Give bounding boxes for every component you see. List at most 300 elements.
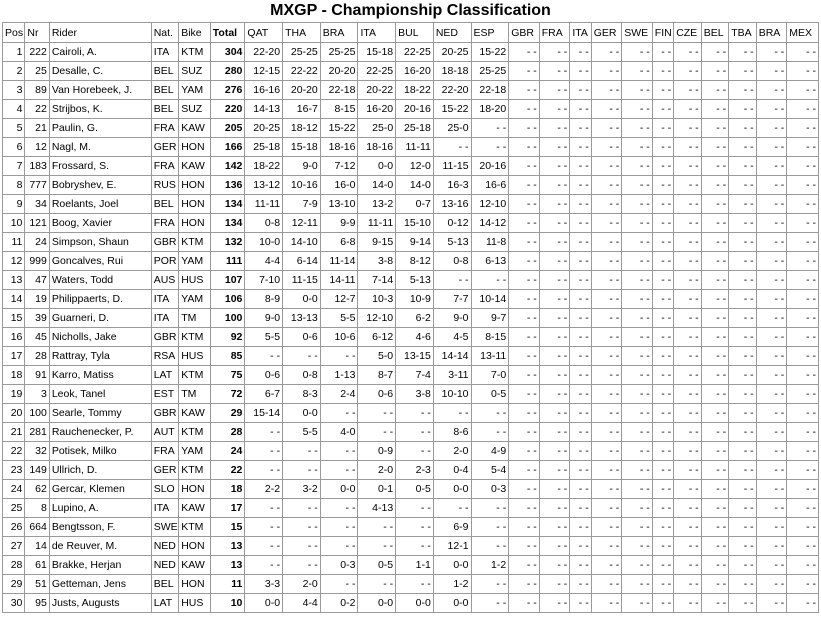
cell-round-11: - - (591, 214, 622, 233)
table-row (3, 138, 819, 157)
cell-bike: YAM (179, 81, 211, 100)
cell-round-7: 12-10 (471, 195, 509, 214)
cell-bike: SUZ (179, 100, 211, 119)
cell-round-10: - - (570, 43, 591, 62)
cell-round-5: - - (396, 442, 434, 461)
cell-total: 28 (210, 423, 245, 442)
table-row (3, 556, 819, 575)
cell-total: 205 (210, 119, 245, 138)
header-round-11: GER (591, 23, 622, 43)
cell-round-18: - - (787, 556, 819, 575)
cell-bike: KAW (179, 157, 211, 176)
cell-total: 280 (210, 62, 245, 81)
cell-round-7: - - (471, 499, 509, 518)
cell-round-3: 14-11 (320, 271, 358, 290)
cell-round-6: 6-9 (433, 518, 471, 537)
cell-round-16: - - (729, 366, 757, 385)
cell-round-11: - - (591, 271, 622, 290)
cell-nat: RUS (151, 176, 179, 195)
cell-bike: HON (179, 176, 211, 195)
cell-rider: Lupino, A. (49, 499, 151, 518)
cell-round-5: 16-20 (396, 62, 434, 81)
cell-pos: 16 (3, 328, 25, 347)
cell-round-12: - - (622, 328, 653, 347)
cell-round-5: 5-13 (396, 271, 434, 290)
cell-rider: de Reuver, M. (49, 537, 151, 556)
cell-round-7: 1-2 (471, 556, 509, 575)
cell-round-13: - - (652, 480, 673, 499)
cell-round-17: - - (756, 423, 787, 442)
cell-round-4: 9-15 (358, 233, 396, 252)
cell-round-12: - - (622, 214, 653, 233)
cell-round-9: - - (539, 119, 570, 138)
cell-nr: 95 (25, 594, 49, 613)
cell-round-2: - - (283, 556, 321, 575)
cell-round-16: - - (729, 214, 757, 233)
cell-round-1: - - (245, 499, 283, 518)
cell-nr: 222 (25, 43, 49, 62)
cell-round-9: - - (539, 233, 570, 252)
cell-round-17: - - (756, 195, 787, 214)
cell-round-13: - - (652, 290, 673, 309)
cell-round-9: - - (539, 537, 570, 556)
cell-round-3: 0-3 (320, 556, 358, 575)
table-row (3, 594, 819, 613)
cell-pos: 26 (3, 518, 25, 537)
cell-round-9: - - (539, 309, 570, 328)
cell-round-3: 15-22 (320, 119, 358, 138)
cell-round-4: 11-11 (358, 214, 396, 233)
cell-round-6: 14-14 (433, 347, 471, 366)
cell-round-2: 14-10 (283, 233, 321, 252)
cell-round-17: - - (756, 480, 787, 499)
cell-round-9: - - (539, 81, 570, 100)
cell-round-6: - - (433, 138, 471, 157)
cell-round-3: 9-9 (320, 214, 358, 233)
cell-total: 29 (210, 404, 245, 423)
cell-round-13: - - (652, 81, 673, 100)
cell-round-14: - - (674, 499, 702, 518)
cell-bike: KTM (179, 233, 211, 252)
page-title: MXGP - Championship Classification (270, 2, 551, 19)
cell-round-5: - - (396, 518, 434, 537)
cell-total: 13 (210, 537, 245, 556)
cell-round-9: - - (539, 176, 570, 195)
cell-round-18: - - (787, 252, 819, 271)
cell-round-8: - - (509, 366, 540, 385)
table-row (3, 290, 819, 309)
cell-pos: 24 (3, 480, 25, 499)
cell-round-17: - - (756, 138, 787, 157)
cell-round-15: - - (701, 62, 729, 81)
cell-round-6: 12-1 (433, 537, 471, 556)
cell-total: 220 (210, 100, 245, 119)
table-row (3, 575, 819, 594)
cell-round-17: - - (756, 252, 787, 271)
cell-round-16: - - (729, 404, 757, 423)
cell-pos: 22 (3, 442, 25, 461)
cell-round-16: - - (729, 328, 757, 347)
cell-nat: GBR (151, 328, 179, 347)
cell-round-1: 8-9 (245, 290, 283, 309)
cell-round-7: 25-25 (471, 62, 509, 81)
cell-round-8: - - (509, 499, 540, 518)
cell-round-17: - - (756, 81, 787, 100)
header-rider: Rider (49, 23, 151, 43)
cell-round-3: 1-13 (320, 366, 358, 385)
cell-round-12: - - (622, 575, 653, 594)
cell-rider: Goncalves, Rui (49, 252, 151, 271)
cell-round-3: 0-0 (320, 480, 358, 499)
header-round-14: CZE (674, 23, 702, 43)
cell-round-5: 9-14 (396, 233, 434, 252)
cell-round-8: - - (509, 195, 540, 214)
cell-round-1: 25-18 (245, 138, 283, 157)
cell-round-11: - - (591, 290, 622, 309)
cell-round-17: - - (756, 176, 787, 195)
cell-round-17: - - (756, 385, 787, 404)
cell-total: 304 (210, 43, 245, 62)
cell-round-8: - - (509, 81, 540, 100)
cell-rider: Rattray, Tyla (49, 347, 151, 366)
cell-nat: EST (151, 385, 179, 404)
cell-nr: 777 (25, 176, 49, 195)
header-total: Total (210, 23, 245, 43)
cell-round-8: - - (509, 233, 540, 252)
cell-round-6: 8-6 (433, 423, 471, 442)
table-row (3, 157, 819, 176)
cell-round-15: - - (701, 594, 729, 613)
cell-round-13: - - (652, 423, 673, 442)
table-row (3, 309, 819, 328)
cell-bike: HUS (179, 347, 211, 366)
header-round-13: FIN (652, 23, 673, 43)
cell-nat: AUS (151, 271, 179, 290)
cell-total: 10 (210, 594, 245, 613)
cell-round-8: - - (509, 43, 540, 62)
cell-round-2: - - (283, 499, 321, 518)
cell-round-10: - - (570, 461, 591, 480)
cell-round-8: - - (509, 385, 540, 404)
cell-pos: 2 (3, 62, 25, 81)
cell-round-10: - - (570, 556, 591, 575)
cell-round-16: - - (729, 233, 757, 252)
cell-nr: 32 (25, 442, 49, 461)
cell-nat: BEL (151, 100, 179, 119)
cell-round-15: - - (701, 271, 729, 290)
cell-round-17: - - (756, 347, 787, 366)
header-nat: Nat. (151, 23, 179, 43)
cell-round-18: - - (787, 385, 819, 404)
cell-round-9: - - (539, 499, 570, 518)
cell-round-7: - - (471, 138, 509, 157)
cell-round-15: - - (701, 385, 729, 404)
cell-round-1: - - (245, 347, 283, 366)
cell-round-15: - - (701, 176, 729, 195)
cell-round-14: - - (674, 176, 702, 195)
cell-round-14: - - (674, 461, 702, 480)
cell-nat: SWE (151, 518, 179, 537)
cell-rider: Simpson, Shaun (49, 233, 151, 252)
header-round-18: MEX (787, 23, 819, 43)
cell-round-1: 13-12 (245, 176, 283, 195)
cell-round-18: - - (787, 233, 819, 252)
header-round-1: QAT (245, 23, 283, 43)
cell-round-6: 3-11 (433, 366, 471, 385)
header-round-9: FRA (539, 23, 570, 43)
cell-round-3: - - (320, 518, 358, 537)
cell-round-17: - - (756, 575, 787, 594)
cell-round-8: - - (509, 442, 540, 461)
cell-round-9: - - (539, 480, 570, 499)
cell-round-3: - - (320, 537, 358, 556)
cell-round-4: 0-5 (358, 556, 396, 575)
cell-round-12: - - (622, 594, 653, 613)
cell-bike: HON (179, 138, 211, 157)
cell-pos: 30 (3, 594, 25, 613)
cell-round-11: - - (591, 480, 622, 499)
cell-round-6: 15-22 (433, 100, 471, 119)
cell-round-5: - - (396, 537, 434, 556)
cell-round-13: - - (652, 499, 673, 518)
cell-round-9: - - (539, 366, 570, 385)
cell-round-12: - - (622, 556, 653, 575)
table-row (3, 423, 819, 442)
cell-round-14: - - (674, 518, 702, 537)
cell-round-7: - - (471, 575, 509, 594)
cell-round-5: 6-2 (396, 309, 434, 328)
cell-round-17: - - (756, 556, 787, 575)
cell-round-18: - - (787, 575, 819, 594)
cell-round-14: - - (674, 309, 702, 328)
cell-round-6: 11-15 (433, 157, 471, 176)
cell-round-16: - - (729, 271, 757, 290)
cell-round-5: 4-6 (396, 328, 434, 347)
cell-pos: 1 (3, 43, 25, 62)
cell-round-17: - - (756, 43, 787, 62)
cell-round-7: 22-18 (471, 81, 509, 100)
cell-round-9: - - (539, 43, 570, 62)
cell-round-17: - - (756, 461, 787, 480)
cell-round-18: - - (787, 271, 819, 290)
cell-round-7: - - (471, 271, 509, 290)
classification-table (2, 22, 819, 613)
cell-round-10: - - (570, 176, 591, 195)
cell-round-13: - - (652, 385, 673, 404)
cell-round-6: 0-0 (433, 480, 471, 499)
cell-bike: KAW (179, 499, 211, 518)
header-bike: Bike (179, 23, 211, 43)
cell-round-4: - - (358, 537, 396, 556)
cell-nat: LAT (151, 594, 179, 613)
cell-round-4: 22-25 (358, 62, 396, 81)
cell-round-5: - - (396, 423, 434, 442)
cell-rider: Gercar, Klemen (49, 480, 151, 499)
cell-total: 107 (210, 271, 245, 290)
cell-round-14: - - (674, 119, 702, 138)
cell-nat: BEL (151, 81, 179, 100)
cell-rider: Justs, Augusts (49, 594, 151, 613)
cell-nat: FRA (151, 157, 179, 176)
cell-round-9: - - (539, 214, 570, 233)
cell-round-8: - - (509, 328, 540, 347)
cell-round-12: - - (622, 43, 653, 62)
cell-round-6: 0-12 (433, 214, 471, 233)
cell-round-5: 0-7 (396, 195, 434, 214)
cell-rider: Leok, Tanel (49, 385, 151, 404)
cell-round-11: - - (591, 138, 622, 157)
cell-total: 17 (210, 499, 245, 518)
cell-bike: HON (179, 480, 211, 499)
cell-pos: 27 (3, 537, 25, 556)
cell-round-17: - - (756, 157, 787, 176)
cell-round-4: 3-8 (358, 252, 396, 271)
cell-rider: Cairoli, A. (49, 43, 151, 62)
cell-round-18: - - (787, 442, 819, 461)
cell-bike: YAM (179, 252, 211, 271)
cell-round-7: - - (471, 404, 509, 423)
cell-round-6: 0-4 (433, 461, 471, 480)
cell-round-7: 11-8 (471, 233, 509, 252)
cell-nat: BEL (151, 195, 179, 214)
header-round-2: THA (283, 23, 321, 43)
cell-round-14: - - (674, 442, 702, 461)
cell-round-1: 0-0 (245, 594, 283, 613)
cell-round-14: - - (674, 157, 702, 176)
cell-rider: Paulin, G. (49, 119, 151, 138)
cell-rider: Frossard, S. (49, 157, 151, 176)
cell-round-4: 18-16 (358, 138, 396, 157)
table-row (3, 461, 819, 480)
cell-round-1: 10-0 (245, 233, 283, 252)
cell-round-10: - - (570, 100, 591, 119)
cell-round-10: - - (570, 309, 591, 328)
cell-round-8: - - (509, 100, 540, 119)
cell-round-11: - - (591, 309, 622, 328)
cell-bike: KAW (179, 556, 211, 575)
cell-round-5: - - (396, 575, 434, 594)
header-round-10: ITA (570, 23, 591, 43)
cell-round-9: - - (539, 290, 570, 309)
cell-round-2: 4-4 (283, 594, 321, 613)
cell-total: 24 (210, 442, 245, 461)
cell-round-11: - - (591, 366, 622, 385)
cell-rider: Getteman, Jens (49, 575, 151, 594)
cell-nr: 22 (25, 100, 49, 119)
cell-round-14: - - (674, 195, 702, 214)
cell-round-3: 25-25 (320, 43, 358, 62)
table-row (3, 62, 819, 81)
cell-round-11: - - (591, 157, 622, 176)
cell-round-17: - - (756, 499, 787, 518)
cell-nat: ITA (151, 309, 179, 328)
cell-round-8: - - (509, 62, 540, 81)
cell-round-10: - - (570, 271, 591, 290)
cell-round-13: - - (652, 461, 673, 480)
cell-round-13: - - (652, 157, 673, 176)
cell-round-11: - - (591, 537, 622, 556)
cell-bike: HUS (179, 594, 211, 613)
cell-round-6: 2-0 (433, 442, 471, 461)
cell-round-3: 18-16 (320, 138, 358, 157)
cell-nr: 34 (25, 195, 49, 214)
cell-total: 92 (210, 328, 245, 347)
cell-nr: 14 (25, 537, 49, 556)
cell-round-10: - - (570, 404, 591, 423)
cell-round-16: - - (729, 385, 757, 404)
cell-round-6: 16-3 (433, 176, 471, 195)
cell-round-9: - - (539, 575, 570, 594)
cell-nr: 24 (25, 233, 49, 252)
cell-round-1: 3-3 (245, 575, 283, 594)
cell-bike: YAM (179, 442, 211, 461)
cell-round-12: - - (622, 100, 653, 119)
cell-round-1: 18-22 (245, 157, 283, 176)
cell-round-1: - - (245, 556, 283, 575)
cell-round-9: - - (539, 404, 570, 423)
cell-round-3: 22-18 (320, 81, 358, 100)
cell-round-10: - - (570, 347, 591, 366)
cell-round-17: - - (756, 119, 787, 138)
header-round-3: BRA (320, 23, 358, 43)
cell-round-1: 22-20 (245, 43, 283, 62)
cell-round-3: 6-8 (320, 233, 358, 252)
cell-round-16: - - (729, 309, 757, 328)
cell-nr: 149 (25, 461, 49, 480)
cell-total: 72 (210, 385, 245, 404)
cell-round-10: - - (570, 366, 591, 385)
cell-round-7: 4-9 (471, 442, 509, 461)
cell-round-15: - - (701, 575, 729, 594)
cell-round-8: - - (509, 423, 540, 442)
cell-round-15: - - (701, 499, 729, 518)
cell-round-15: - - (701, 157, 729, 176)
cell-total: 13 (210, 556, 245, 575)
cell-nat: SLO (151, 480, 179, 499)
cell-round-11: - - (591, 518, 622, 537)
cell-round-1: 12-15 (245, 62, 283, 81)
cell-round-13: - - (652, 347, 673, 366)
cell-round-12: - - (622, 62, 653, 81)
cell-round-15: - - (701, 404, 729, 423)
cell-nr: 281 (25, 423, 49, 442)
cell-pos: 12 (3, 252, 25, 271)
cell-round-15: - - (701, 252, 729, 271)
cell-nr: 45 (25, 328, 49, 347)
cell-round-10: - - (570, 138, 591, 157)
cell-round-17: - - (756, 100, 787, 119)
cell-nr: 19 (25, 290, 49, 309)
cell-round-12: - - (622, 518, 653, 537)
cell-round-13: - - (652, 119, 673, 138)
cell-nat: FRA (151, 214, 179, 233)
cell-rider: Ullrich, D. (49, 461, 151, 480)
cell-pos: 29 (3, 575, 25, 594)
cell-round-7: 16-6 (471, 176, 509, 195)
cell-round-5: 0-5 (396, 480, 434, 499)
cell-round-15: - - (701, 214, 729, 233)
cell-round-1: 0-8 (245, 214, 283, 233)
header-round-6: NED (433, 23, 471, 43)
cell-pos: 5 (3, 119, 25, 138)
cell-round-9: - - (539, 594, 570, 613)
cell-round-10: - - (570, 518, 591, 537)
cell-round-8: - - (509, 271, 540, 290)
cell-round-3: - - (320, 347, 358, 366)
cell-round-13: - - (652, 594, 673, 613)
cell-bike: HON (179, 537, 211, 556)
cell-round-2: 3-2 (283, 480, 321, 499)
